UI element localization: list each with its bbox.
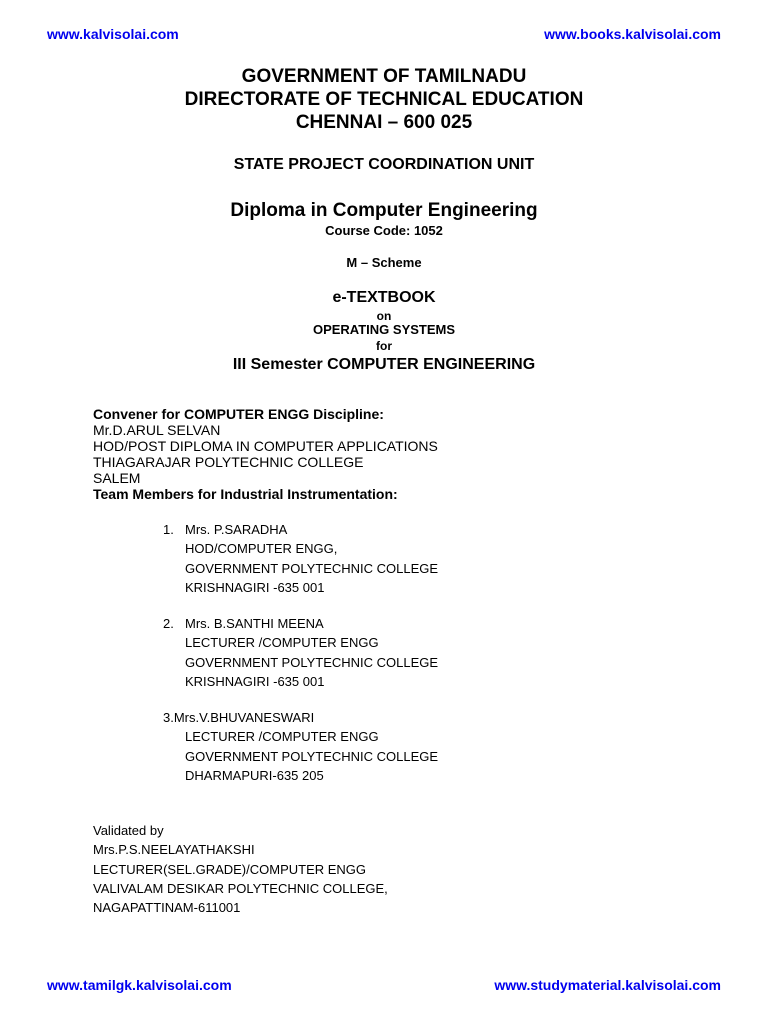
convener-college: THIAGARAJAR POLYTECHNIC COLLEGE	[93, 454, 364, 470]
validated-label: Validated by	[93, 823, 164, 838]
bottom-right-link[interactable]: www.studymaterial.kalvisolai.com	[494, 977, 721, 993]
convener-heading: Convener for COMPUTER ENGG Discipline:	[93, 406, 384, 422]
member-name: Mrs. P.SARADHA	[185, 522, 288, 537]
subject-title: OPERATING SYSTEMS	[312, 322, 456, 337]
top-left-link[interactable]: www.kalvisolai.com	[47, 26, 179, 42]
top-right-link[interactable]: www.books.kalvisolai.com	[544, 26, 721, 42]
member-city: KRISHNAGIRI -635 001	[185, 673, 325, 689]
on-label: on	[376, 309, 392, 323]
convener-designation: HOD/POST DIPLOMA IN COMPUTER APPLICATIONS	[93, 438, 438, 454]
member-college: GOVERNMENT POLYTECHNIC COLLEGE	[185, 560, 439, 576]
member-city: DHARMAPURI-635 205	[185, 767, 324, 783]
team-heading: Team Members for Industrial Instrumentation:	[93, 486, 398, 502]
convener-name: Mr.D.ARUL SELVAN	[93, 422, 221, 438]
course-code: Course Code: 1052	[325, 223, 443, 238]
validator-name: Mrs.P.S.NEELAYATHAKSHI	[93, 842, 255, 858]
validator-city: NAGAPATTINAM-611001	[93, 900, 241, 916]
member-number: 1.	[163, 522, 174, 537]
member-college: GOVERNMENT POLYTECHNIC COLLEGE	[185, 654, 439, 670]
header-directorate: DIRECTORATE OF TECHNICAL EDUCATION	[184, 89, 584, 110]
etextbook-label: e-TEXTBOOK	[332, 289, 436, 306]
member-number-name: 3.Mrs.V.BHUVANESWARI	[163, 710, 315, 725]
for-label: for	[376, 339, 392, 353]
validator-college: VALIVALAM DESIKAR POLYTECHNIC COLLEGE,	[93, 880, 388, 896]
validation-block	[93, 821, 388, 917]
semester-title: III Semester COMPUTER ENGINEERING	[232, 356, 536, 373]
header-city: CHENNAI – 600 025	[295, 112, 473, 133]
member-designation: LECTURER /COMPUTER ENGG	[185, 729, 379, 745]
convener-city: SALEM	[93, 470, 141, 486]
member-name: Mrs. B.SANTHI MEENA	[185, 616, 324, 631]
member-college: GOVERNMENT POLYTECHNIC COLLEGE	[185, 748, 439, 764]
member-designation: LECTURER /COMPUTER ENGG	[185, 635, 379, 651]
course-scheme: M – Scheme	[346, 255, 422, 270]
convener-block	[93, 406, 438, 502]
bottom-left-link[interactable]: www.tamilgk.kalvisolai.com	[47, 977, 232, 993]
header-government: GOVERNMENT OF TAMILNADU	[241, 66, 527, 87]
member-city: KRISHNAGIRI -635 001	[185, 579, 325, 595]
header-unit: STATE PROJECT COORDINATION UNIT	[233, 156, 535, 173]
member-number: 2.	[163, 616, 174, 631]
member-designation: HOD/COMPUTER ENGG,	[185, 541, 338, 557]
course-title: Diploma in Computer Engineering	[230, 200, 538, 221]
validator-designation: LECTURER(SEL.GRADE)/COMPUTER ENGG	[93, 861, 367, 877]
